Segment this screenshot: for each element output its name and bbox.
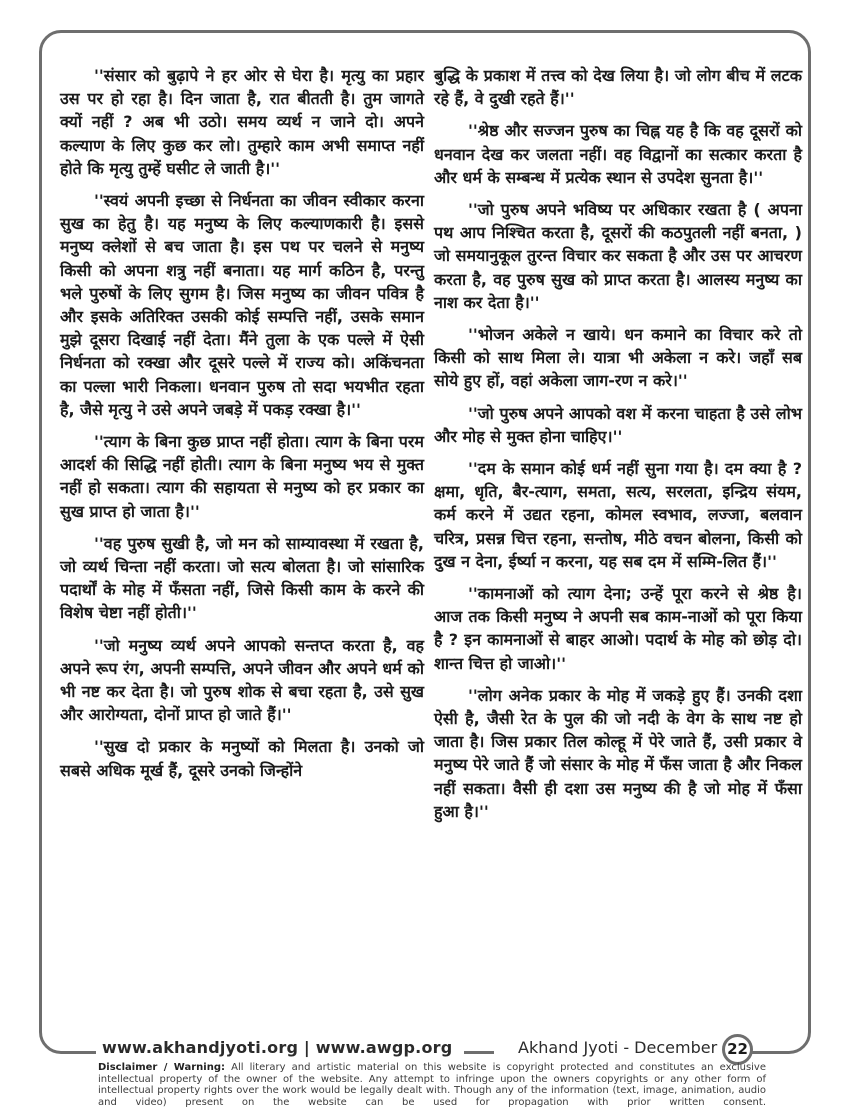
left-text-column	[60, 64, 424, 791]
paragraph: ''जो पुरुष अपने आपको वश में करना चाहता है उसे लोभ और मोह से मुक्त होना चाहिए।''	[434, 403, 802, 446]
paragraph: ''लोग अनेक प्रकार के मोह में जकड़े हुए हैं। उनकी दशा ऐसी है, जैसी रेत के पुल की जो नदी के वेग के साथ नष्ट हो जाता है। जिस प्रकार तिल कोल्हू में पेरे जाते हैं, उसी प्रकार वे मनुष्य पेरे जाते हैं जो संसार के मोह में फँस जाता है और निकल नहीं सकता। वैसी ही दशा उस मनुष्य की है जो मोह में फँसा हुआ है।''	[434, 685, 802, 821]
paragraph: ''भोजन अकेले न खाये। धन कमाने का विचार करे तो किसी को साथ मिला ले। यात्रा भी अकेला न करे। जहाँ सब सोये हुए हों, वहां अकेला जाग-रण न करे।''	[434, 325, 802, 391]
paragraph: ''स्वयं अपनी इच्छा से निर्धनता का जीवन स्वीकार करना सुख का हेतु है। यह मनुष्य के लिए कल्याणकारी है। इससे मनुष्य क्लेशों से बच जाता है। इस पथ पर चलने से मनुष्य किसी को अपना शत्रु नहीं बनाता। यह मार्ग कठिन है, परन्तु भले पुरुषों के लिए सुगम है। जिस मनुष्य का जीवन पवित्र है और इसके अतिरिक्त उसकी कोई सम्पत्ति नहीं, उसके समान मुझे दूसरा दिखाई नहीं देता। मैंने तुला के एक पल्ले में ऐसी निर्धनता को रक्खा और दूसरे पल्ले में राज्य को। अकिंचनता का पल्ला भारी निकला। धनवान पुरुष तो सदा भयभीत रहता है, जैसे मृत्यु ने उसे अपने जबड़े में पकड़ रक्खा है।''	[60, 191, 424, 419]
paragraph: ''जो पुरुष अपने भविष्य पर अधिकार रखता है ( अपना पथ आप निश्चित करता है, दूसरों की कठपुतली नहीं बनता, ) जो समयानुकूल तुरन्त विचार कर सकता है और उस पर आचरण करता है, वह पुरुष सुख को प्राप्त करता है। आलस्य मनुष्य का नाश कर देता है।''	[434, 200, 802, 312]
paragraph: ''दम के समान कोई धर्म नहीं सुना गया है। दम क्या है ? क्षमा, धृति, बैर-त्याग, समता, सत्य, सरलता, इन्द्रिय संयम, कर्म करने में उद्यत रहना, कोमल स्वभाव, लज्जा, बलवान चरित्र, प्रसन्न चित्त रहना, सन्तोष, मीठे वचन बोलना, किसी को दुख न देना, ईर्ष्या न करना, यह सब दम में सम्मि-लित हैं।''	[434, 459, 802, 571]
footer-edition-title: Akhand Jyoti - December	[494, 1038, 741, 1057]
paragraph: ''वह पुरुष सुखी है, जो मन को साम्यावस्था में रखता है, जो व्यर्थ चिन्ता नहीं करता। जो सत्य बोलता है। जो सांसारिक पदार्थों के मोह में फँसता नहीं, जिसे किसी काम के करने की विशेष चेष्टा नहीं होती।''	[60, 533, 424, 623]
disclaimer-text	[98, 1062, 766, 1108]
paragraph: ''कामनाओं को त्याग देना; उन्हें पूरा करने से श्रेष्ठ है। आज तक किसी मनुष्य ने अपनी सब काम-नाओं को पूरा किया है ? इन कामनाओं से बाहर आओ। पदार्थ के मोह को छोड़ दो। शान्त चित्त हो जाओ।''	[434, 584, 802, 673]
paragraph: ''संसार को बुढ़ापे ने हर ओर से घेरा है। मृत्यु का प्रहार उस पर हो रहा है। दिन जाता है, रात बीतती है। तुम जागते क्यों नहीं ? अब भी उठो। समय व्यर्थ न जाने दो। अपने कल्याण के लिए कुछ कर लो। तुम्हारे काम अभी समाप्त नहीं होते कि मृत्यु तुम्हें घसीट ले जाती है।''	[60, 66, 424, 178]
paragraph: ''त्याग के बिना कुछ प्राप्त नहीं होता। त्याग के बिना परम आदर्श की सिद्धि नहीं होती। त्याग के बिना मनुष्य भय से मुक्त नहीं हो सकता। त्याग की सहायता से मनुष्य को हर प्रकार का सुख प्राप्त हो जाता है।''	[60, 432, 424, 521]
footer-website-urls: www.akhandjyoti.org | www.awgp.org	[96, 1038, 464, 1057]
paragraph: ''जो मनुष्य व्यर्थ अपने आपको सन्तप्त करता है, वह अपने रूप रंग, अपनी सम्पत्ति, अपने जीवन और अपने धर्म को भी नष्ट कर देता है। जो पुरुष शोक से बचा रहता है, उसे सुख और आरोग्यता, दोनों प्राप्त हो जाते हैं।''	[60, 635, 424, 725]
right-text-column	[434, 64, 802, 832]
paragraph: ''श्रेष्ठ और सज्जन पुरुष का चिह्न यह है कि वह दूसरों को धनवान देख कर जलता नहीं। वह विद्वानों का सत्कार करता है और धर्म के सम्बन्ध में प्रत्येक स्थान से उपदेश सुनता है।''	[434, 121, 802, 187]
page-number-badge: 22	[722, 1034, 753, 1065]
disclaimer-label: Disclaimer / Warning:	[98, 1062, 225, 1073]
paragraph: बुद्धि के प्रकाश में तत्त्व को देख लिया है। जो लोग बीच में लटक रहे हैं, वे दुखी रहते हैं।''	[434, 66, 802, 109]
paragraph: ''सुख दो प्रकार के मनुष्यों को मिलता है। उनको जो सबसे अधिक मूर्ख हैं, दूसरे उनको जिन्होंने	[60, 737, 424, 780]
disclaimer-body: All literary and artistic material on this website is copyright protected and constitutes an exclusive intellectual property of the owner of the website. Any attempt to infringe upon the owners copyrights or any other form of intellectual property rights over the work would be legally dealt with. Though any of the information (text, image, animation, audio and video) present on the website can be used for propagation with prior written consent.	[98, 1062, 766, 1108]
